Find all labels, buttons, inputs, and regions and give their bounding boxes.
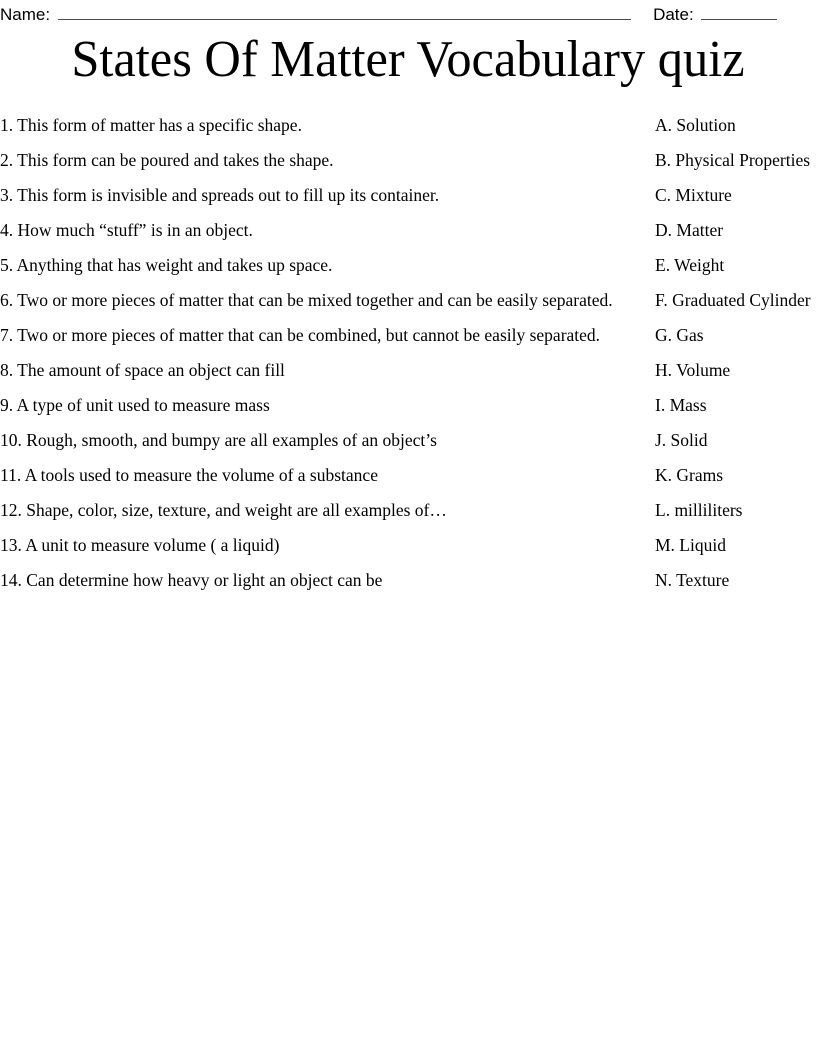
page-title: States Of Matter Vocabulary quiz: [71, 31, 745, 88]
question-item: 6. Two or more pieces of matter that can be mixed together and can be easily separated.: [0, 290, 613, 310]
answer-choice: H. Volume: [655, 360, 731, 380]
question-item: 10. Rough, smooth, and bumpy are all examples of an object’s: [0, 430, 437, 450]
answer-choice: N. Texture: [655, 570, 730, 590]
date-label: Date:: [653, 5, 694, 24]
quiz-row: [0, 283, 816, 318]
quiz-row: [0, 318, 816, 353]
quiz-row: [0, 563, 816, 598]
name-label: Name:: [0, 5, 51, 24]
quiz-row: [0, 108, 816, 143]
answer-choice: B. Physical Properties: [655, 150, 811, 170]
question-item: 11. A tools used to measure the volume of a substance: [0, 465, 378, 485]
question-item: 9. A type of unit used to measure mass: [0, 395, 270, 415]
quiz-row: [0, 388, 816, 423]
name-date-header: [0, 0, 816, 28]
question-item: 1. This form of matter has a specific shape.: [0, 115, 302, 135]
question-item: 13. A unit to measure volume ( a liquid): [0, 535, 280, 555]
question-item: 12. Shape, color, size, texture, and weight are all examples of…: [0, 500, 447, 520]
date-input-blank[interactable]: [701, 2, 777, 20]
matching-list: [0, 108, 816, 598]
question-item: 2. This form can be poured and takes the shape.: [0, 150, 334, 170]
question-item: 4. How much “stuff” is in an object.: [0, 220, 253, 240]
question-item: 8. The amount of space an object can fill: [0, 360, 285, 380]
answer-choice: J. Solid: [655, 430, 708, 450]
answer-choice: L. milliliters: [655, 500, 743, 520]
question-item: 14. Can determine how heavy or light an object can be: [0, 570, 383, 590]
quiz-row: [0, 493, 816, 528]
question-item: 7. Two or more pieces of matter that can be combined, but cannot be easily separated.: [0, 325, 601, 345]
answer-choice: E. Weight: [655, 255, 725, 275]
answer-choice: K. Grams: [655, 465, 724, 485]
answer-choice: I. Mass: [655, 395, 707, 415]
quiz-row: [0, 353, 816, 388]
answer-choice: G. Gas: [655, 325, 704, 345]
quiz-row: [0, 248, 816, 283]
answer-choice: A. Solution: [655, 115, 736, 135]
quiz-row: [0, 423, 816, 458]
answer-choice: F. Graduated Cylinder: [655, 290, 811, 310]
answer-choice: D. Matter: [655, 220, 724, 240]
quiz-row: [0, 143, 816, 178]
quiz-row: [0, 178, 816, 213]
answer-choice: M. Liquid: [655, 535, 726, 555]
name-input-blank[interactable]: [58, 2, 631, 20]
quiz-row: [0, 528, 816, 563]
question-item: 3. This form is invisible and spreads out to fill up its container.: [0, 185, 440, 205]
question-item: 5. Anything that has weight and takes up space.: [0, 255, 333, 275]
quiz-row: [0, 458, 816, 493]
answer-choice: C. Mixture: [655, 185, 732, 205]
quiz-row: [0, 213, 816, 248]
